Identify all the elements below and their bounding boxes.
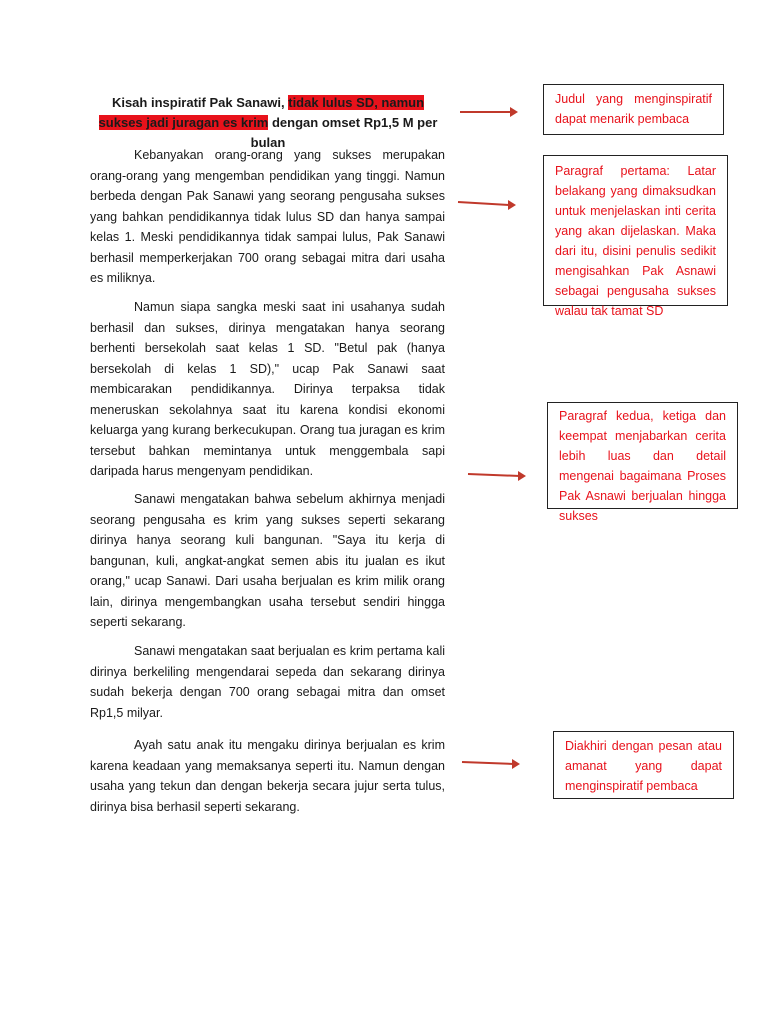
annotation-closing: Diakhiri dengan pesan atau amanat yang dapat menginspiratif pembaca <box>553 731 734 799</box>
title-highlight: tidak lulus SD, namun sukses jadi juragan es krim <box>98 95 425 130</box>
arrow-right-icon <box>456 196 518 212</box>
paragraph-2: Namun siapa sangka meski saat ini usahanya sudah berhasil dan sukses, dirinya mengatakan hanya seorang berhenti bersekolah saat kelas 1 SD. "Betul pak (hanya bersekolah di kelas 1 SD)," ucap Pak Sanawi saat membicarakan pendidikannya. Dirinya terpaksa tidak meneruskan sekolahnya saat itu karena kondisi ekonomi keluarga yang kurang berkecukupan. Orang tua juragan es krim tersebut bahkan memintanya untuk menggembala sapi daripada harus mengenyam pendidikan. <box>90 300 445 478</box>
title-part-1: Kisah inspiratif Pak Sanawi, <box>111 95 289 110</box>
paragraph-5: Ayah satu anak itu mengaku dirinya berjualan es krim karena keadaan yang memaksanya seperti itu. Namun dengan usaha yang tekun dan dengan bekerja secara jujur serta tulus, dirinya bisa berhasil seperti sekarang. <box>90 738 445 814</box>
annotation-paragraph-1: Paragraf pertama: Latar belakang yang dimaksudkan untuk menjelaskan inti cerita yang akan dijelaskan. Maka dari itu, disini penulis sedikit mengisahkan Pak Asnawi sebagai pengusaha sukses walau tak tamat SD <box>543 155 728 306</box>
article-title <box>90 93 446 153</box>
paragraph-4: Sanawi mengatakan saat berjualan es krim pertama kali dirinya berkeliling mengendarai sepeda dan sekarang dirinya sudah bekerja dengan 700 orang sebagai mitra dan omset Rp1,5 milyar. <box>90 644 445 720</box>
arrow-right-icon <box>466 468 528 484</box>
arrow-right-icon <box>458 104 520 120</box>
annotation-body-paragraphs: Paragraf kedua, ketiga dan keempat menjabarkan cerita lebih luas dan detail mengenai bagaimana Proses Pak Asnawi berjualan hingga sukses <box>547 402 738 509</box>
title-part-2: dengan omset Rp1,5 M per bulan <box>250 115 438 150</box>
arrow-right-icon <box>460 756 522 772</box>
paragraph-1: Kebanyakan orang-orang yang sukses merupakan orang-orang yang mengemban pendidikan yang tinggi. Namun berbeda dengan Pak Sanawi yang seorang pengusaha sukses yang bahkan pendidikannya tidak lulus SD dan hanya sampai kelas 1. Meski pendidikannya tidak sampai lulus, Pak Sanawi berhasil memperkerjakan 700 orang sebagai mitra dari usaha es miliknya. <box>90 148 445 285</box>
paragraph-3: Sanawi mengatakan bahwa sebelum akhirnya menjadi seorang pengusaha es krim yang sukses seperti sekarang dirinya hanya seorang kuli bangunan. "Saya itu kerja di bangunan, kuli, angkat-angkat semen abis itu jualan es ikut orang," ucap Sanawi. Dari usaha berjualan es krim milik orang lain, dirinya mengembangkan usaha tersebut sendiri hingga seperti sekarang. <box>90 492 445 629</box>
annotation-title: Judul yang menginspiratif dapat menarik pembaca <box>543 84 724 135</box>
